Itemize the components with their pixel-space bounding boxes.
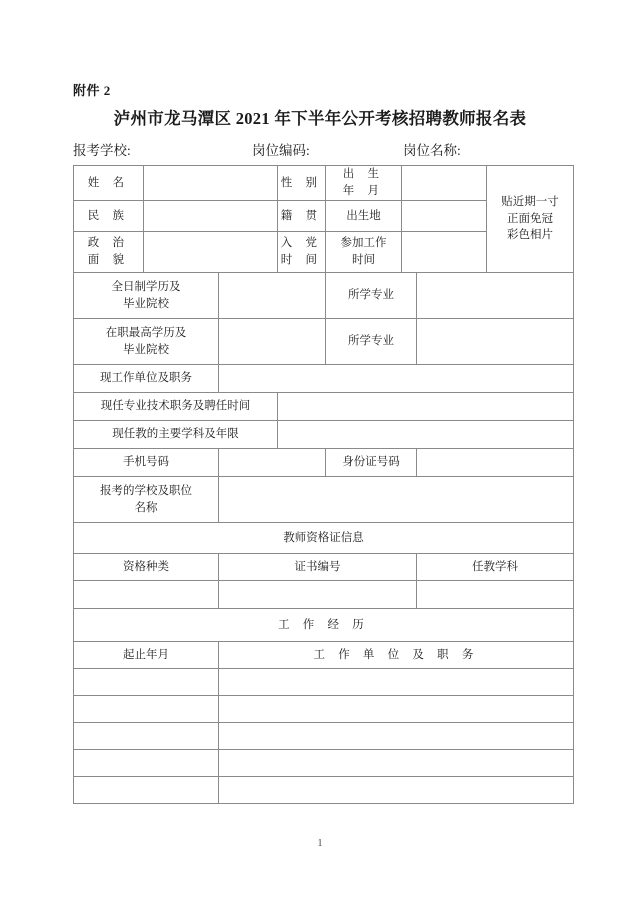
inservice-major-label: 所学专业: [326, 319, 417, 365]
registration-form-table: [73, 165, 574, 804]
fulltime-major-label: 所学专业: [326, 273, 417, 319]
mobile-label: 手机号码: [74, 449, 219, 477]
table-row: [74, 581, 574, 609]
fulltime-education-label: 全日制学历及 毕业院校: [74, 273, 219, 319]
certificate-number-header: 证书编号: [219, 554, 417, 581]
page-title: 泸州市龙马潭区 2021 年下半年公开考核招聘教师报名表: [113, 109, 527, 128]
table-row: [74, 365, 574, 393]
table-row: [74, 642, 574, 669]
table-row: [74, 319, 574, 365]
political-status-value[interactable]: [144, 232, 278, 273]
table-row: [74, 723, 574, 750]
experience-date-value[interactable]: [74, 750, 219, 777]
current-title-label: 现任专业技术职务及聘任时间: [74, 393, 278, 421]
current-title-value[interactable]: [278, 393, 574, 421]
birthplace-value[interactable]: [402, 201, 487, 232]
birth-date-label: 出 生 年 月: [326, 166, 402, 201]
birthplace-label: 出生地: [326, 201, 402, 232]
id-card-label: 身份证号码: [326, 449, 417, 477]
table-row: [74, 166, 574, 201]
experience-unit-value[interactable]: [219, 777, 574, 804]
table-row: [74, 477, 574, 523]
table-row: [74, 609, 574, 642]
photo-placeholder[interactable]: 贴近期一寸 正面免冠 彩色相片: [487, 166, 574, 273]
inservice-education-value[interactable]: [219, 319, 326, 365]
experience-unit-value[interactable]: [219, 750, 574, 777]
experience-unit-value[interactable]: [219, 723, 574, 750]
table-row: [74, 449, 574, 477]
mobile-value[interactable]: [219, 449, 326, 477]
experience-date-value[interactable]: [74, 696, 219, 723]
certificate-subject-value[interactable]: [417, 581, 574, 609]
fulltime-major-value[interactable]: [417, 273, 574, 319]
table-row: [74, 750, 574, 777]
post-code-label: 岗位编码:: [252, 143, 310, 158]
form-subheader: [73, 139, 573, 161]
certificate-number-value[interactable]: [219, 581, 417, 609]
post-name-label: 岗位名称:: [403, 143, 461, 158]
attachment-label: 附件 2: [73, 83, 111, 98]
name-label: 姓 名: [74, 166, 144, 201]
experience-unit-header: 工 作 单 位 及 职 务: [219, 642, 574, 669]
work-start-time-label: 参加工作 时间: [326, 232, 402, 273]
inservice-education-label: 在职最高学历及 毕业院校: [74, 319, 219, 365]
applied-post-label: 报考的学校及职位 名称: [74, 477, 219, 523]
table-row: [74, 273, 574, 319]
table-row: [74, 421, 574, 449]
certificate-type-header: 资格种类: [74, 554, 219, 581]
certificate-subject-header: 任教学科: [417, 554, 574, 581]
page-number: 1: [317, 838, 323, 849]
native-place-label: 籍 贯: [278, 201, 326, 232]
fulltime-education-value[interactable]: [219, 273, 326, 319]
name-value[interactable]: [144, 166, 278, 201]
id-card-value[interactable]: [417, 449, 574, 477]
experience-date-value[interactable]: [74, 723, 219, 750]
work-start-time-value[interactable]: [402, 232, 487, 273]
political-status-label: 政 治 面 貌: [74, 232, 144, 273]
ethnicity-label: 民 族: [74, 201, 144, 232]
current-subject-value[interactable]: [278, 421, 574, 449]
applied-post-value[interactable]: [219, 477, 574, 523]
current-subject-label: 现任教的主要学科及年限: [74, 421, 278, 449]
current-unit-label: 现工作单位及职务: [74, 365, 219, 393]
applied-school-label: 报考学校:: [73, 143, 131, 158]
experience-date-header: 起止年月: [74, 642, 219, 669]
inservice-major-value[interactable]: [417, 319, 574, 365]
birth-date-value[interactable]: [402, 166, 487, 201]
table-row: [74, 393, 574, 421]
table-row: [74, 696, 574, 723]
current-unit-value[interactable]: [219, 365, 574, 393]
table-row: [74, 554, 574, 581]
table-row: [74, 777, 574, 804]
gender-label: 性 别: [278, 166, 326, 201]
certificate-type-value[interactable]: [74, 581, 219, 609]
experience-date-value[interactable]: [74, 669, 219, 696]
party-join-time-label: 入 党 时 间: [278, 232, 326, 273]
ethnicity-value[interactable]: [144, 201, 278, 232]
certificate-section-title: 教师资格证信息: [74, 523, 574, 554]
table-row: [74, 669, 574, 696]
experience-unit-value[interactable]: [219, 696, 574, 723]
experience-section-title: 工 作 经 历: [74, 609, 574, 642]
table-row: [74, 523, 574, 554]
experience-unit-value[interactable]: [219, 669, 574, 696]
experience-date-value[interactable]: [74, 777, 219, 804]
